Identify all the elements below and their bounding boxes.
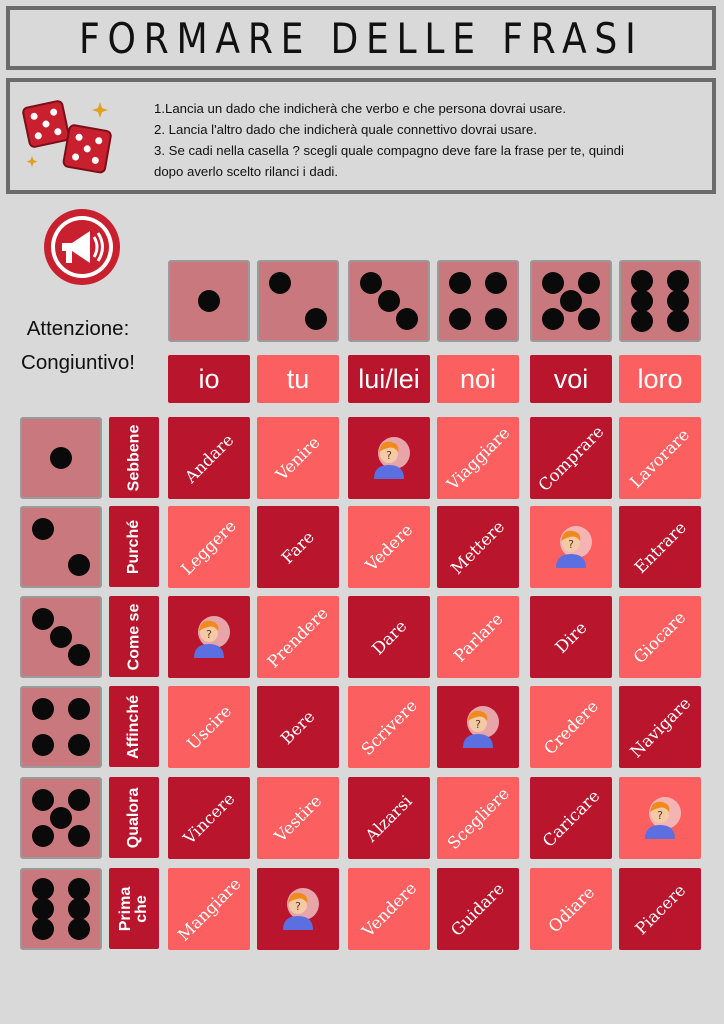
svg-text:?: ? xyxy=(657,809,663,822)
die-pip xyxy=(485,308,507,330)
question-cell xyxy=(437,686,519,768)
connective-label: Purché xyxy=(109,506,159,587)
verb-label: Vincere xyxy=(179,788,239,848)
die-pip xyxy=(68,734,90,756)
verb-cell xyxy=(530,686,612,768)
die-face-2 xyxy=(20,506,102,588)
connective-label: Come se xyxy=(109,596,159,677)
question-person-icon xyxy=(637,795,683,841)
verb-label: Fare xyxy=(277,526,319,568)
verb-label: Vedere xyxy=(361,519,417,575)
die-face-5 xyxy=(20,777,102,859)
die-pip xyxy=(32,918,54,940)
verb-cell xyxy=(257,686,339,768)
verb-label: Entrare xyxy=(630,517,690,577)
svg-text:?: ? xyxy=(386,449,392,462)
verb-cell xyxy=(348,506,430,588)
question-cell xyxy=(619,777,701,859)
die-pip xyxy=(32,608,54,630)
verb-cell xyxy=(619,596,701,678)
die-pip xyxy=(542,308,564,330)
verb-cell xyxy=(619,868,701,950)
verb-cell xyxy=(348,686,430,768)
verb-cell xyxy=(619,686,701,768)
verb-cell xyxy=(530,417,612,499)
title-banner xyxy=(6,6,716,70)
die-face-2 xyxy=(257,260,339,342)
dice-icon xyxy=(20,92,120,182)
die-face-1 xyxy=(168,260,250,342)
person-label: voi xyxy=(530,355,612,403)
verb-label: Credere xyxy=(540,696,602,758)
instruction-text xyxy=(154,98,694,182)
die-pip xyxy=(578,272,600,294)
die-pip xyxy=(378,290,400,312)
die-face-3 xyxy=(348,260,430,342)
die-face-5 xyxy=(530,260,612,342)
die-pip xyxy=(631,290,653,312)
verb-label: Venire xyxy=(272,432,324,484)
die-face-6 xyxy=(20,868,102,950)
die-pip xyxy=(631,270,653,292)
verb-label: Caricare xyxy=(538,785,604,851)
question-person-icon xyxy=(186,614,232,660)
question-person-icon xyxy=(455,704,501,750)
die-pip xyxy=(32,789,54,811)
die-pip xyxy=(269,272,291,294)
question-cell xyxy=(257,868,339,950)
verb-cell xyxy=(530,596,612,678)
verb-cell xyxy=(437,506,519,588)
verb-label: Vendere xyxy=(357,877,421,941)
page-title: FORMARE DELLE FRASI xyxy=(78,13,644,63)
die-pip xyxy=(68,789,90,811)
die-pip xyxy=(449,272,471,294)
verb-cell xyxy=(168,686,250,768)
verb-cell xyxy=(257,596,339,678)
instruction-line: dopo averlo scelto rilanci i dadi. xyxy=(154,164,338,179)
verb-label: Leggere xyxy=(177,515,241,579)
die-pip xyxy=(32,518,54,540)
verb-label: Uscire xyxy=(182,700,235,754)
verb-cell xyxy=(437,417,519,499)
instruction-line: 3. Se cadi nella casella ? scegli quale compagno deve fare la frase per te, quindi xyxy=(154,143,624,158)
question-cell xyxy=(530,506,612,588)
verb-cell xyxy=(257,777,339,859)
verb-label: Bere xyxy=(277,706,319,748)
die-pip xyxy=(542,272,564,294)
die-pip xyxy=(667,290,689,312)
question-person-icon xyxy=(366,435,412,481)
person-label: loro xyxy=(619,355,701,403)
die-pip xyxy=(449,308,471,330)
die-pip xyxy=(68,878,90,900)
verb-cell xyxy=(348,868,430,950)
megaphone-icon xyxy=(42,207,122,287)
verb-cell xyxy=(619,417,701,499)
die-pip xyxy=(68,554,90,576)
verb-label: Vestire xyxy=(270,790,326,846)
instruction-line: 1.Lancia un dado che indicherà che verbo e che persona dovrai usare. xyxy=(154,101,567,116)
person-label: tu xyxy=(257,355,339,403)
die-pip xyxy=(305,308,327,330)
verb-label: Alzarsi xyxy=(361,791,416,845)
verb-cell xyxy=(437,868,519,950)
connective-label: Qualora xyxy=(109,777,159,858)
verb-cell xyxy=(168,417,250,499)
warning-line: Congiuntivo! xyxy=(21,351,135,374)
verb-cell xyxy=(257,506,339,588)
verb-label: Lavorare xyxy=(626,424,694,492)
question-person-icon xyxy=(548,524,594,570)
verb-label: Mangiare xyxy=(173,873,245,945)
verb-label: Viaggiare xyxy=(442,422,514,494)
verb-cell xyxy=(168,868,250,950)
die-pip xyxy=(32,878,54,900)
verb-cell xyxy=(168,777,250,859)
die-face-4 xyxy=(437,260,519,342)
verb-label: Scegliere xyxy=(443,783,513,853)
verb-label: Guidare xyxy=(447,878,509,940)
die-pip xyxy=(50,447,72,469)
verb-label: Dare xyxy=(367,615,411,659)
verb-cell xyxy=(168,506,250,588)
die-pip xyxy=(50,807,72,829)
die-pip xyxy=(32,734,54,756)
verb-label: Navigare xyxy=(626,693,694,761)
connective-label: Prima che xyxy=(109,868,159,949)
verb-label: Prendere xyxy=(263,602,333,672)
warning-line: Attenzione: xyxy=(26,317,130,340)
die-pip xyxy=(485,272,507,294)
die-face-1 xyxy=(20,417,102,499)
die-pip xyxy=(68,644,90,666)
die-pip xyxy=(68,898,90,920)
verb-label: Odiare xyxy=(544,882,598,936)
verb-cell xyxy=(530,868,612,950)
die-pip xyxy=(631,310,653,332)
die-pip xyxy=(50,626,72,648)
svg-text:?: ? xyxy=(206,628,212,641)
die-pip xyxy=(68,698,90,720)
die-pip xyxy=(198,290,220,312)
svg-text:?: ? xyxy=(475,718,481,731)
die-pip xyxy=(68,825,90,847)
die-pip xyxy=(360,272,382,294)
instructions-panel xyxy=(6,78,716,194)
die-pip xyxy=(32,898,54,920)
person-label: io xyxy=(168,355,250,403)
question-person-icon xyxy=(275,886,321,932)
die-pip xyxy=(667,310,689,332)
verb-label: Parlare xyxy=(449,608,507,666)
verb-cell xyxy=(619,506,701,588)
verb-label: Scrivere xyxy=(357,695,421,759)
die-pip xyxy=(68,918,90,940)
instruction-line: 2. Lancia l'altro dado che indicherà quale connettivo dovrai usare. xyxy=(154,122,538,137)
die-pip xyxy=(32,825,54,847)
verb-cell xyxy=(348,777,430,859)
die-face-3 xyxy=(20,596,102,678)
verb-cell xyxy=(257,417,339,499)
die-face-6 xyxy=(619,260,701,342)
die-pip xyxy=(396,308,418,330)
verb-cell xyxy=(348,596,430,678)
verb-label: Andare xyxy=(180,429,238,487)
die-pip xyxy=(667,270,689,292)
connective-label: Affinché xyxy=(109,686,159,767)
verb-cell xyxy=(437,777,519,859)
verb-label: Piacere xyxy=(631,880,689,938)
verb-cell xyxy=(437,596,519,678)
svg-text:?: ? xyxy=(568,538,574,551)
verb-label: Mettere xyxy=(447,516,509,578)
die-pip xyxy=(32,698,54,720)
warning-text xyxy=(8,312,148,380)
person-label: noi xyxy=(437,355,519,403)
verb-label: Giocare xyxy=(630,607,690,667)
question-cell xyxy=(168,596,250,678)
verb-label: Dire xyxy=(551,617,591,657)
die-pip xyxy=(560,290,582,312)
svg-text:?: ? xyxy=(295,900,301,913)
die-pip xyxy=(578,308,600,330)
question-cell xyxy=(348,417,430,499)
connective-label: Sebbene xyxy=(109,417,159,498)
verb-cell xyxy=(530,777,612,859)
verb-label: Comprare xyxy=(534,421,608,495)
die-face-4 xyxy=(20,686,102,768)
person-label: lui/lei xyxy=(348,355,430,403)
